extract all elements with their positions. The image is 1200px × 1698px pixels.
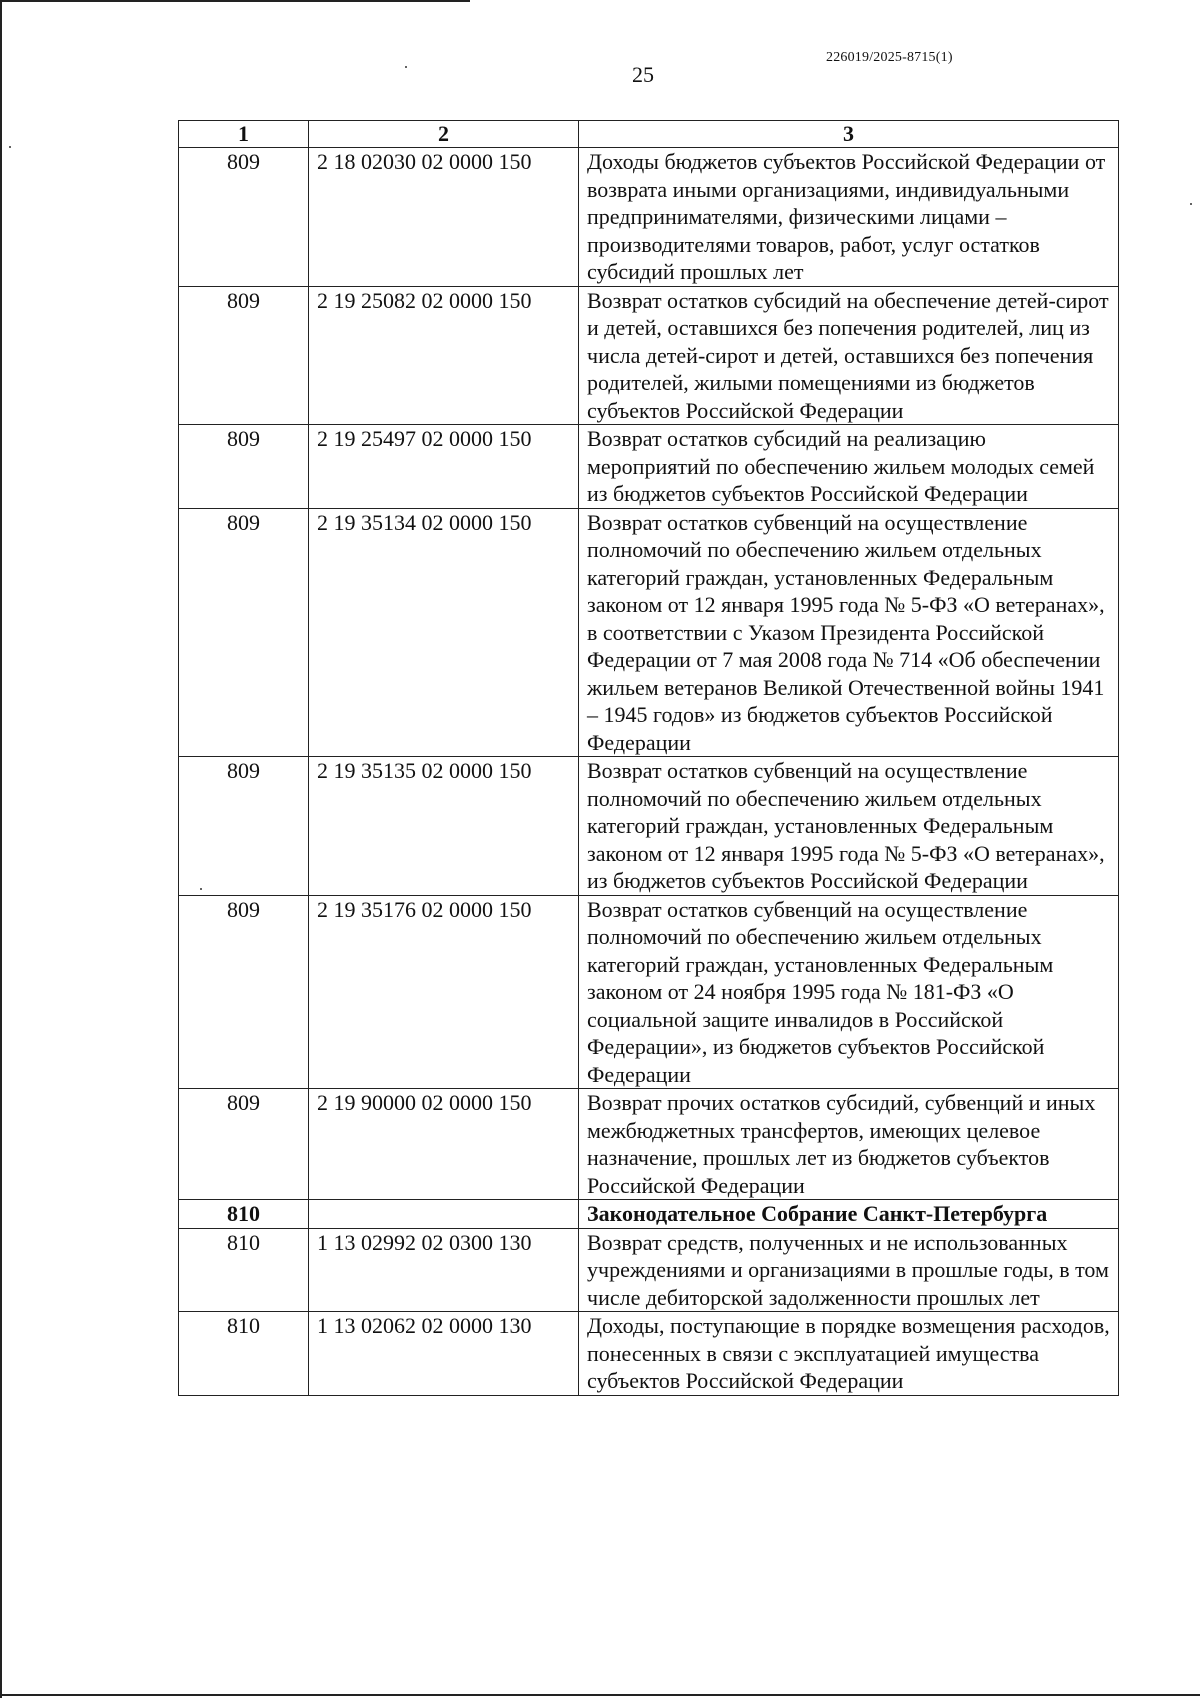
table-row: [179, 757, 1119, 896]
budget-code-cell: 2 19 35134 02 0000 150: [309, 508, 579, 757]
admin-code-cell: 810: [179, 1200, 309, 1229]
budget-code-cell: 2 19 90000 02 0000 150: [309, 1089, 579, 1200]
admin-code-cell: 809: [179, 425, 309, 509]
description-cell: Возврат прочих остатков субсидий, субвенций и иных межбюджетных трансфертов, имеющих целевое назначение, прошлых лет из бюджетов субъектов Российской Федерации: [579, 1089, 1119, 1200]
section-title-cell: Законодательное Собрание Санкт-Петербурга: [579, 1200, 1119, 1229]
budget-code-cell: 2 19 25082 02 0000 150: [309, 286, 579, 425]
column-header-1: 1: [179, 121, 309, 148]
budget-code-cell: 1 13 02062 02 0000 130: [309, 1312, 579, 1396]
table-header-row: [179, 121, 1119, 148]
budget-code-cell: 2 18 02030 02 0000 150: [309, 148, 579, 287]
admin-code-cell: 809: [179, 895, 309, 1089]
admin-code-cell: 809: [179, 757, 309, 896]
scan-speck: [9, 146, 11, 148]
description-cell: Возврат средств, полученных и не использованных учреждениями и организациями в прошлые годы, в том числе дебиторской задолженности прошлых лет: [579, 1228, 1119, 1312]
admin-code-cell: 810: [179, 1228, 309, 1312]
description-cell: Доходы, поступающие в порядке возмещения расходов, понесенных в связи с эксплуатацией имущества субъектов Российской Федерации: [579, 1312, 1119, 1396]
budget-code-cell: 2 19 25497 02 0000 150: [309, 425, 579, 509]
budget-code-cell: 2 19 35135 02 0000 150: [309, 757, 579, 896]
page-number: 25: [632, 62, 654, 87]
budget-classification-table: [178, 120, 1119, 1396]
budget-code-cell: 2 19 35176 02 0000 150: [309, 895, 579, 1089]
table-row: [179, 508, 1119, 757]
description-cell: Возврат остатков субвенций на осуществление полномочий по обеспечению жильем отдельных категорий граждан, установленных Федеральным законом от 24 ноября 1995 года № 181-ФЗ «О социальной защите инвалидов в Российской Федерации», из бюджетов субъектов Российской Федерации: [579, 895, 1119, 1089]
page-edge-top: [0, 0, 470, 2]
scan-speck: [405, 66, 407, 68]
description-cell: Возврат остатков субсидий на реализацию мероприятий по обеспечению жильем молодых семей из бюджетов субъектов Российской Федерации: [579, 425, 1119, 509]
table-row: [179, 895, 1119, 1089]
admin-code-cell: 809: [179, 148, 309, 287]
table-row: [179, 1228, 1119, 1312]
page-edge-left: [0, 0, 2, 1698]
admin-code-cell: 809: [179, 508, 309, 757]
table-row: [179, 148, 1119, 287]
admin-code-cell: 810: [179, 1312, 309, 1396]
document-number: 226019/2025-8715(1): [826, 50, 953, 65]
description-cell: Возврат остатков субвенций на осуществление полномочий по обеспечению жильем отдельных категорий граждан, установленных Федеральным законом от 12 января 1995 года № 5-ФЗ «О ветеранах», из бюджетов субъектов Российской Федерации: [579, 757, 1119, 896]
table-row: [179, 1089, 1119, 1200]
description-cell: Доходы бюджетов субъектов Российской Федерации от возврата иными организациями, индивидуальными предпринимателями, физическими лицами – производителями товаров, работ, услуг остатков субсидий прошлых лет: [579, 148, 1119, 287]
budget-code-cell: [309, 1200, 579, 1229]
page-edge-bottom: [0, 1694, 1200, 1696]
column-header-3: 3: [579, 121, 1119, 148]
table-row: [179, 1312, 1119, 1396]
table-row: [179, 286, 1119, 425]
table-row: [179, 425, 1119, 509]
admin-code-cell: 809: [179, 286, 309, 425]
scan-speck: [1190, 203, 1192, 205]
description-cell: Возврат остатков субвенций на осуществление полномочий по обеспечению жильем отдельных категорий граждан, установленных Федеральным законом от 12 января 1995 года № 5-ФЗ «О ветеранах», в соответствии с Указом Президента Российской Федерации от 7 мая 2008 года № 714 «Об обеспечении жильем ветеранов Великой Отечественной войны 1941 – 1945 годов» из бюджетов субъектов Российской Федерации: [579, 508, 1119, 757]
table-section-row: [179, 1200, 1119, 1229]
admin-code-cell: 809: [179, 1089, 309, 1200]
description-cell: Возврат остатков субсидий на обеспечение детей-сирот и детей, оставшихся без попечения родителей, лиц из числа детей-сирот и детей, оставшихся без попечения родителей, жилыми помещениями из бюджетов субъектов Российской Федерации: [579, 286, 1119, 425]
column-header-2: 2: [309, 121, 579, 148]
budget-code-cell: 1 13 02992 02 0300 130: [309, 1228, 579, 1312]
